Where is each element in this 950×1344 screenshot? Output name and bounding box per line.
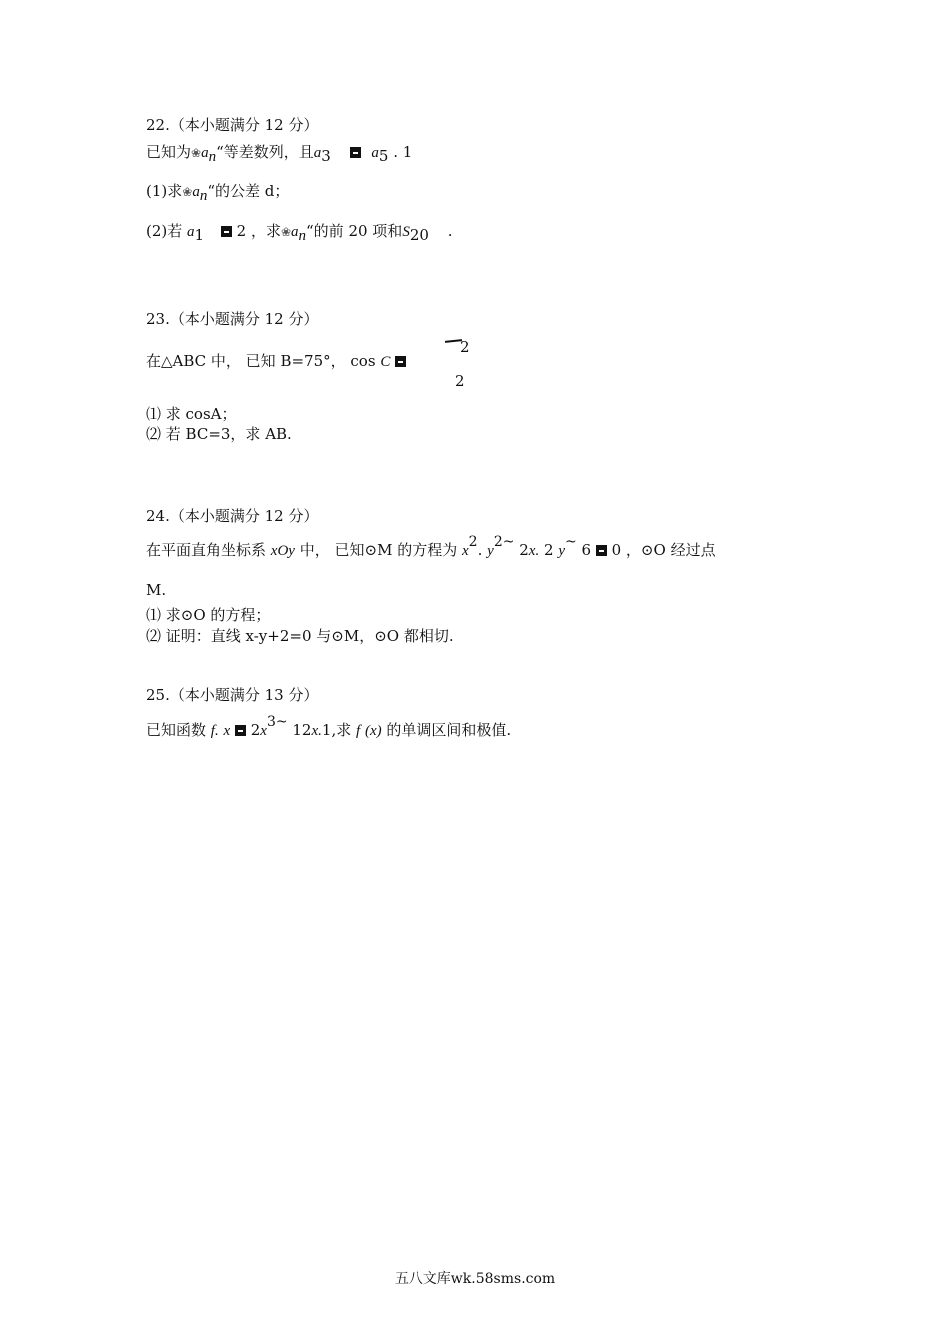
black-square-icon (221, 226, 232, 237)
q22-part1 (146, 181, 289, 202)
q22-text: (2)若 (146, 222, 183, 240)
tilde-mark: ~ (565, 534, 577, 550)
q22-text: . 1 (393, 143, 413, 161)
q24-part1: ⑴ 求⊙O 的方程； (146, 606, 271, 624)
sub-n: n (208, 149, 217, 165)
var-f: f. (210, 723, 219, 739)
var-x: x (223, 723, 231, 739)
exp-2: 2 (468, 534, 478, 550)
coef-2: 2 (519, 541, 529, 559)
fraction-denominator: 2 (455, 372, 465, 390)
sub-1: 1 (194, 226, 205, 244)
var-y: y (558, 543, 565, 559)
q22-text: “的公差 d； (207, 182, 290, 200)
black-square-icon (395, 356, 406, 367)
q22-text: . (447, 222, 453, 240)
var-a: a (201, 145, 209, 161)
q22-text: 2 ，求 (236, 222, 281, 240)
sub-20: 20 (409, 226, 429, 244)
var-a: a (192, 184, 200, 200)
fraction-numerator: 2 (460, 338, 470, 356)
q24-text: 中， 已知⊙M 的方程为 (299, 541, 458, 559)
q22-text: 已知为 (146, 143, 192, 161)
q23-text: 在△ABC 中， 已知 B=75°， cos (146, 352, 376, 370)
exp-2: 2 (493, 534, 503, 550)
coef-2: 2 (544, 541, 554, 559)
var-x: x (461, 543, 469, 559)
q24-heading: 24.（本小题满分 12 分） (146, 507, 319, 525)
sub-5: 5 (378, 147, 389, 165)
var-f: f (356, 723, 361, 739)
arg-x: (x) (364, 723, 382, 739)
black-square-icon (596, 545, 607, 556)
tilde-mark: ~ (502, 534, 515, 550)
q25-line1 (146, 714, 512, 741)
q24-text: 0 ，⊙O 经过点 (611, 541, 716, 559)
q24-text: 在平面直角坐标系 (146, 541, 267, 559)
coef-2: 2 (250, 721, 261, 739)
q22-text: “的前 20 项和 (306, 222, 403, 240)
flower-icon: ❀ (191, 146, 202, 160)
var-a: a (291, 224, 299, 240)
q24-line2: M. (146, 581, 167, 599)
q23-line1 (146, 351, 406, 372)
black-square-icon (350, 147, 361, 158)
exp-3: 3 (266, 714, 276, 730)
q23-heading: 23.（本小题满分 12 分） (146, 310, 319, 328)
q25-text: 已知函数 (146, 721, 207, 739)
q23-part1: ⑴ 求 cosA； (146, 405, 237, 423)
q23-part2: ⑵ 若 BC=3，求 AB. (146, 425, 292, 443)
sub-n: n (199, 188, 208, 204)
var-x: x. (528, 543, 540, 559)
flower-icon: ❀ (280, 225, 292, 239)
var-a1: a (187, 224, 195, 240)
q24-part2: ⑵ 证明：直线 x-y+2=0 与⊙M，⊙O 都相切. (146, 627, 454, 645)
var-y: y (487, 543, 494, 559)
var-c: C (380, 354, 391, 370)
sub-3: 3 (321, 147, 331, 165)
var-a3: a (313, 145, 322, 161)
q22-text: (1)求 (146, 182, 183, 200)
q24-line1 (146, 534, 716, 561)
coef-12: 12 (292, 721, 312, 739)
var-s: S (402, 224, 410, 240)
tilde-mark: ~ (275, 714, 288, 730)
flower-icon: ❀ (182, 185, 193, 199)
var-x: x. (311, 723, 322, 739)
var-a5: a (371, 145, 379, 161)
q25-text: 的单调区间和极值. (386, 721, 512, 739)
q24-dot: . (477, 541, 483, 559)
q22-heading: 22.（本小题满分 12 分） (146, 116, 319, 134)
const-6: 6 (581, 541, 592, 559)
q22-text: “等差数列，且 (216, 143, 314, 161)
sub-n: n (298, 228, 307, 244)
q25-heading: 25.（本小题满分 13 分） (146, 686, 319, 704)
q22-line1 (146, 142, 412, 163)
var-x: x (260, 723, 267, 739)
black-square-icon (235, 725, 246, 736)
var-xoy: xOy (270, 543, 295, 559)
footer-watermark: 五八文库wk.58sms.com (394, 1271, 556, 1287)
q25-text: 1,求 (321, 721, 352, 739)
q22-part2 (146, 221, 452, 242)
